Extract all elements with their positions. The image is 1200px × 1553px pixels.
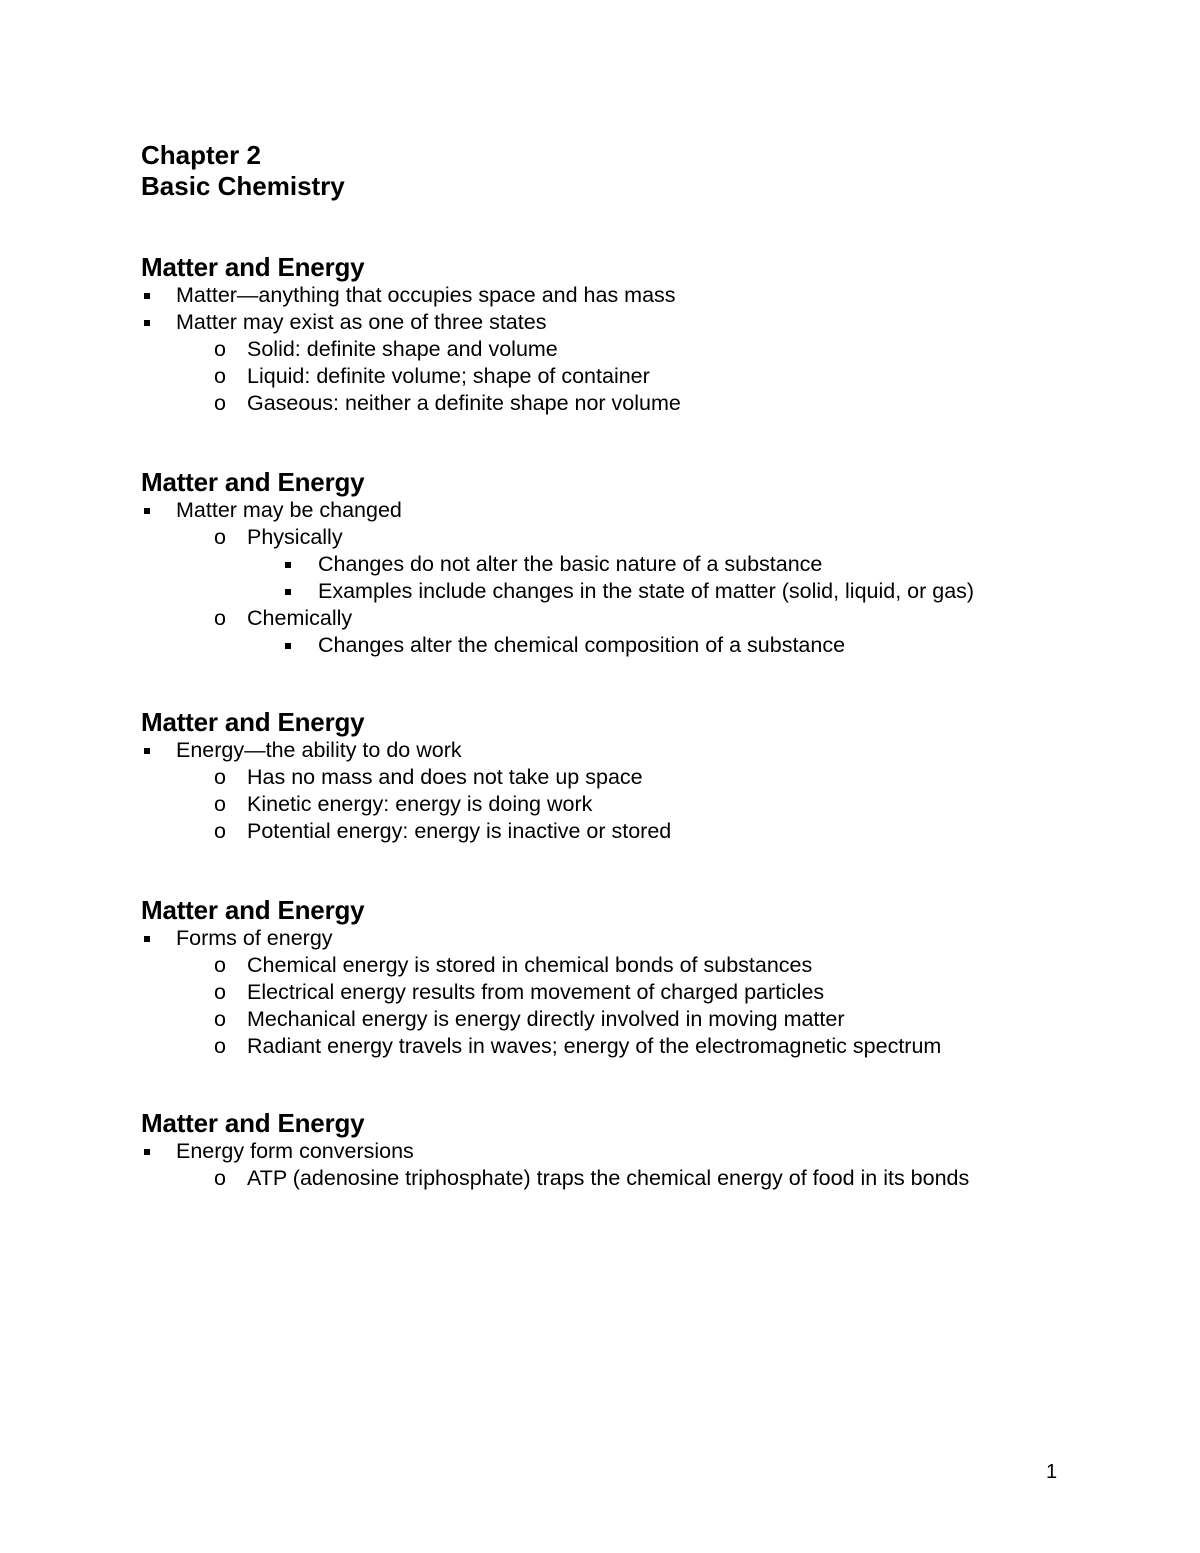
- sub-list: [141, 524, 1141, 551]
- square-bullet-icon: [144, 320, 150, 326]
- sub-list-item: [141, 791, 1141, 818]
- sub-list-item-text: Electrical energy results from movement of charged particles: [247, 980, 825, 1004]
- circle-bullet-icon: o: [214, 606, 226, 630]
- sub-list-item-text: Chemically: [247, 606, 353, 630]
- circle-bullet-icon: o: [214, 1007, 226, 1031]
- sub-list-item-text: Radiant energy travels in waves; energy of the electromagnetic spectrum: [247, 1034, 942, 1058]
- sub-list-item-text: Chemical energy is stored in chemical bonds of substances: [247, 953, 813, 977]
- sub-sub-list-item-text: Changes alter the chemical composition of a substance: [318, 633, 846, 657]
- section-1: [141, 252, 1141, 417]
- sub-sub-list-item-text: Examples include changes in the state of matter (solid, liquid, or gas): [318, 579, 975, 603]
- square-bullet-icon: [285, 562, 291, 568]
- sub-list: [141, 952, 1141, 1060]
- sub-list-item-text: Has no mass and does not take up space: [247, 765, 643, 789]
- sub-list-item-text: Solid: definite shape and volume: [247, 337, 558, 361]
- sub-sub-list-item: [141, 632, 1141, 659]
- list-item-text: Energy form conversions: [176, 1139, 414, 1163]
- section-heading: Matter and Energy: [141, 1108, 365, 1138]
- sub-list-item: [141, 979, 1141, 1006]
- square-bullet-icon: [144, 508, 150, 514]
- sub-list-item-text: ATP (adenosine triphosphate) traps the chemical energy of food in its bonds: [247, 1166, 970, 1190]
- sub-sub-list: [141, 551, 1141, 605]
- sub-sub-list-item-text: Changes do not alter the basic nature of a substance: [318, 552, 823, 576]
- section-5: [141, 1108, 1141, 1192]
- chapter-title: Chapter 2: [141, 140, 261, 170]
- sub-list-item-text: Gaseous: neither a definite shape nor volume: [247, 391, 681, 415]
- sub-list: [141, 605, 1141, 632]
- sub-list-item-text: Physically: [247, 525, 343, 549]
- list-item: [141, 1138, 1141, 1165]
- circle-bullet-icon: o: [214, 364, 226, 388]
- square-bullet-icon: [144, 936, 150, 942]
- sub-list-item-text: Kinetic energy: energy is doing work: [247, 792, 593, 816]
- circle-bullet-icon: o: [214, 337, 226, 361]
- chapter-subtitle: Basic Chemistry: [141, 171, 345, 201]
- bullet-list: [141, 925, 1141, 952]
- circle-bullet-icon: o: [214, 391, 226, 415]
- list-item: [141, 497, 1141, 524]
- sub-list: [141, 1165, 1141, 1192]
- list-item: [141, 925, 1141, 952]
- sub-list-item-text: Liquid: definite volume; shape of container: [247, 364, 650, 388]
- list-item: [141, 282, 1141, 309]
- sub-list-item: [141, 363, 1141, 390]
- sub-list: [141, 764, 1141, 845]
- sub-list: [141, 336, 1141, 417]
- sub-list-item: [141, 1165, 1141, 1192]
- bullet-list: [141, 737, 1141, 764]
- title-block: [141, 140, 1041, 202]
- sub-list-item: [141, 1033, 1141, 1060]
- square-bullet-icon: [144, 1149, 150, 1155]
- bullet-list: [141, 282, 1141, 336]
- sub-sub-list-item: [141, 578, 1141, 605]
- section-4: [141, 895, 1141, 1060]
- list-item-text: Energy—the ability to do work: [176, 738, 462, 762]
- list-item-text: Matter may be changed: [176, 498, 402, 522]
- sub-list-item: [141, 818, 1141, 845]
- list-item: [141, 309, 1141, 336]
- sub-list-item: [141, 605, 1141, 632]
- square-bullet-icon: [144, 748, 150, 754]
- circle-bullet-icon: o: [214, 1166, 226, 1190]
- circle-bullet-icon: o: [214, 819, 226, 843]
- bullet-list: [141, 497, 1141, 524]
- section-heading: Matter and Energy: [141, 707, 365, 737]
- section-heading: Matter and Energy: [141, 895, 365, 925]
- square-bullet-icon: [285, 589, 291, 595]
- sub-list-item: [141, 336, 1141, 363]
- circle-bullet-icon: o: [214, 1034, 226, 1058]
- circle-bullet-icon: o: [214, 525, 226, 549]
- list-item-text: Forms of energy: [176, 926, 333, 950]
- sub-list-item-text: Mechanical energy is energy directly involved in moving matter: [247, 1007, 845, 1031]
- sub-list-item: [141, 524, 1141, 551]
- circle-bullet-icon: o: [214, 980, 226, 1004]
- sub-list-item: [141, 390, 1141, 417]
- square-bullet-icon: [144, 293, 150, 299]
- square-bullet-icon: [285, 643, 291, 649]
- circle-bullet-icon: o: [214, 765, 226, 789]
- circle-bullet-icon: o: [214, 953, 226, 977]
- section-2: [141, 467, 1141, 659]
- section-heading: Matter and Energy: [141, 252, 365, 282]
- sub-list-item-text: Potential energy: energy is inactive or stored: [247, 819, 672, 843]
- sub-sub-list: [141, 632, 1141, 659]
- list-item-text: Matter—anything that occupies space and has mass: [176, 283, 676, 307]
- list-item-text: Matter may exist as one of three states: [176, 310, 547, 334]
- sub-list-item: [141, 764, 1141, 791]
- sub-list-item: [141, 1006, 1141, 1033]
- sub-sub-list-item: [141, 551, 1141, 578]
- list-item: [141, 737, 1141, 764]
- sub-list-item: [141, 952, 1141, 979]
- circle-bullet-icon: o: [214, 792, 226, 816]
- page-number: 1: [1046, 1461, 1058, 1483]
- section-3: [141, 707, 1141, 845]
- bullet-list: [141, 1138, 1141, 1165]
- section-heading: Matter and Energy: [141, 467, 365, 497]
